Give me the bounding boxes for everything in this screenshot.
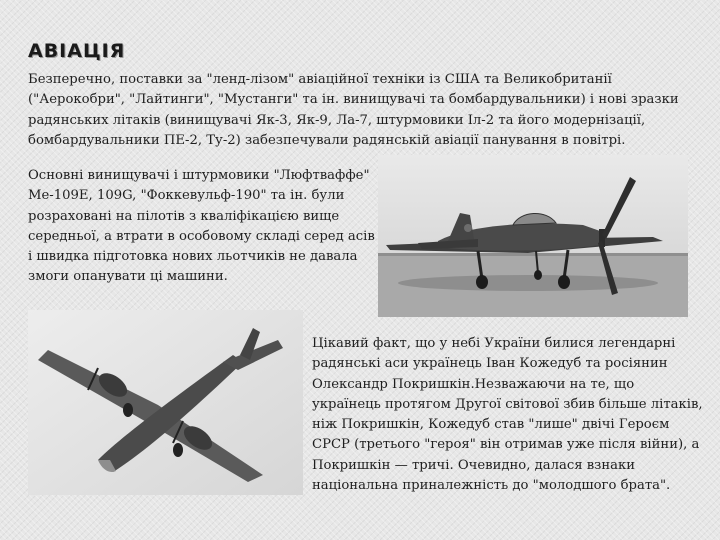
- slide-title: АВІАЦІЯ: [28, 40, 126, 62]
- intro-paragraph: Безперечно, поставки за "ленд-лізом" авіаційної техніки із США та Великобританії ("Аерокобри", "Лайтинги", "Мустанги" та ін. винищувачі та бомбардувальники) і нові зразки радянських літаків (винищувачі Як-3, Як-9, Ла-7, штурмовики Іл-2 та його модернізації, бомбардувальники ПЕ-2, Ту-2) забезпечували радянській авіації панування в повітрі.: [28, 72, 679, 148]
- fighter-plane-photo: [378, 155, 688, 317]
- left-paragraph: Основні винищувачі і штурмовики "Люфтваффе" Ме-109Е, 109G, "Фоккевульф-190" та ін. були розраховані на пілотів з кваліфікацією вище середньої, а втрати в особовому складі серед асів і швидка підготовка нових льотчиків не давала змоги опанувати ці машини.: [28, 168, 375, 285]
- bomber-plane-photo: [28, 310, 303, 495]
- right-paragraph: Цікавий факт, що у небі України билися легендарні радянські аси українець Іван Кожедуб та росіянин Олександр Покришкін.Незважаючи на те, що українець протягом Другої світової збив більше літаків, ніж Покришкін, Кожедуб став "лише" двічі Героєм СРСР (третього "героя" він отримав уже після війни), а Покришкін — тричі. Очевидно, далася взнаки національна приналежність до "молодшого брата".: [312, 336, 703, 494]
